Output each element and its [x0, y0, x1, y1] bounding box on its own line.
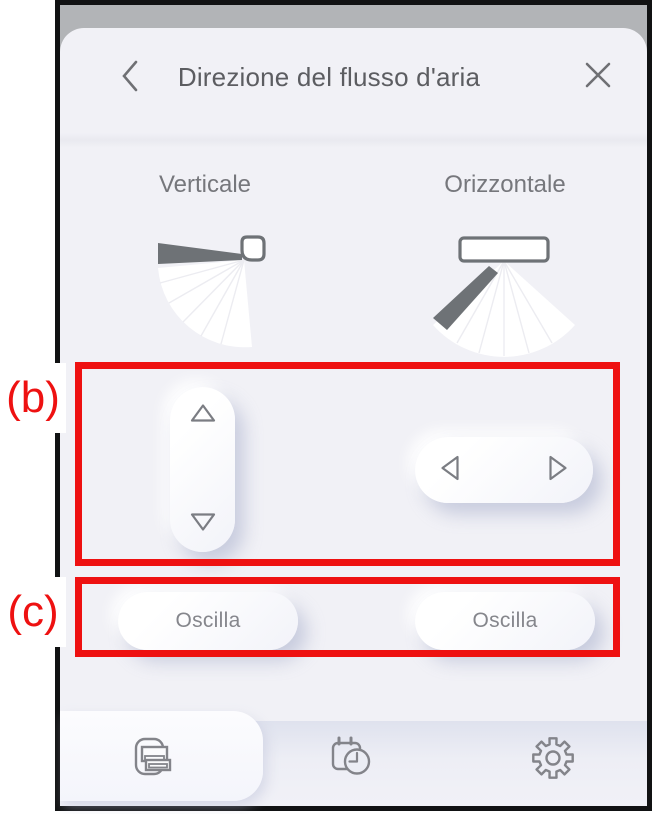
status-strip — [60, 5, 647, 29]
vertical-flap — [158, 243, 242, 264]
page-title: Direzione del flusso d'aria — [177, 62, 481, 92]
vertical-airflow-graphic — [145, 225, 275, 360]
horizontal-unit-outline — [460, 238, 548, 261]
horizontal-oscillate-label: Oscilla — [472, 609, 538, 632]
close-button[interactable] — [580, 58, 616, 96]
tab-schedule[interactable] — [323, 733, 379, 787]
header-divider — [60, 133, 647, 148]
annotation-label-c: (c) — [0, 577, 66, 647]
annotation-box-c — [75, 577, 620, 657]
vertical-unit-outline — [242, 237, 264, 260]
annotation-box-b — [75, 362, 620, 566]
horizontal-airflow-graphic — [430, 225, 580, 365]
settings-gear-icon — [531, 736, 575, 785]
vertical-oscillate-label: Oscilla — [175, 609, 241, 632]
airflow-panels-icon — [129, 735, 177, 786]
horizontal-section-label: Orizzontale — [444, 171, 566, 198]
schedule-icon — [328, 735, 374, 786]
tab-settings[interactable] — [525, 733, 581, 787]
annotation-label-b: (b) — [0, 363, 66, 433]
tab-airflow-panels[interactable] — [125, 733, 181, 787]
vertical-section-label: Verticale — [158, 171, 252, 198]
vertical-fan-sector — [158, 260, 252, 347]
x-close-icon — [583, 60, 613, 95]
